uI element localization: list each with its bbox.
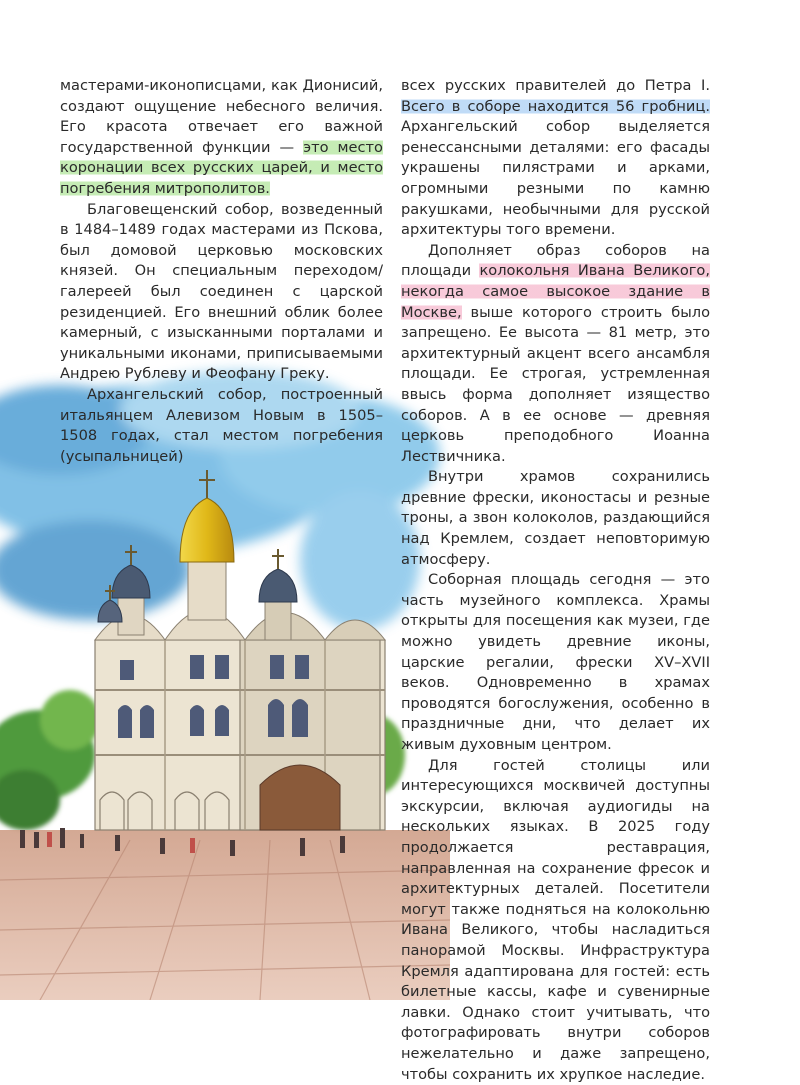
paragraph-text: мастерами-иконописцами, как Дионисий, создают ощущение небесного величия. Его красота отвечает его важной государственной функции — xyxy=(60,77,383,156)
highlight-coronation: это место коронации всех русских царей, и место погребения митрополитов. xyxy=(60,138,383,197)
left-paragraph-3: Архангельский собор, построенный итальянцем Алевизом Новым в 1505–1508 годах, стал местом погребения (усыпальницей) xyxy=(60,385,383,465)
highlight-tombs: Всего в соборе находится 56 гробниц. xyxy=(401,97,710,115)
left-paragraph-1 xyxy=(60,76,383,200)
left-text-column xyxy=(60,76,383,467)
right-paragraph-2 xyxy=(401,241,710,468)
highlight-bell-tower: колокольня Ивана Великого, некогда самое высокое здание в Москве, xyxy=(401,262,710,321)
paragraph-text: выше которого строить было запрещено. Ее высота — 81 метр, это архитектурный акцент всего ансамбля площади. Ее строгая, устремленная ввысь форма дополняет изящество соборов. А в ее основе — древняя церковь преподобного Иоанна Лествичника. xyxy=(401,303,710,465)
right-text-column xyxy=(401,76,710,1085)
left-paragraph-2: Благовещенский собор, возведенный в 1484–1489 годах мастерами из Пскова, был домовой церковью московских князей. Он специальным переходом/галереей был соединен с царской резиденцией. Его внешний облик более камерный, с изысканными порталами и уникальными иконами, приписываемыми Андрею Рублеву и Феофану Греку. xyxy=(60,200,383,383)
right-paragraph-3: Внутри храмов сохранились древние фрески, иконостасы и резные троны, а звон колоколов, раздающийся над Кремлем, создает неповторимую атмосферу. xyxy=(401,468,710,568)
paragraph-text: всех русских правителей до Петра I. xyxy=(401,77,710,94)
paragraph-text: Дополняет образ соборов на площади xyxy=(401,241,710,280)
right-paragraph-4: Соборная площадь сегодня — это часть музейного комплекса. Храмы открыты для посещения как музеи, где можно увидеть древние иконы, царские регалии, фрески XV–XVII веков. Одновременно в храмах проводятся богослужения, особенно в праздничные дни, что делает их живым духовным центром. xyxy=(401,571,710,753)
right-paragraph-5: Для гостей столицы или интересующихся москвичей доступны экскурсии, включая аудиогиды на нескольких языках. В 2025 году продолжается реставрация, направленная на сохранение фресок и архитектурных деталей. Посетители могут также подняться на колокольню Ивана Великого, чтобы насладиться панорамой Москвы. Инфраструктура Кремля адаптирована для гостей: есть билетные кассы, кафе и сувенирные лавки. Однако стоит учитывать, что фотографировать внутри соборов нежелательно и даже запрещено, чтобы сохранить их хрупкое наследие. xyxy=(401,756,710,1083)
right-paragraph-1 xyxy=(401,76,710,241)
paragraph-text: Архангельский собор выделяется ренессансными деталями: его фасады украшены пилястрами и арками, огромными резными по камню ракушками, необычными для русской архитектуры того времени. xyxy=(401,118,710,239)
